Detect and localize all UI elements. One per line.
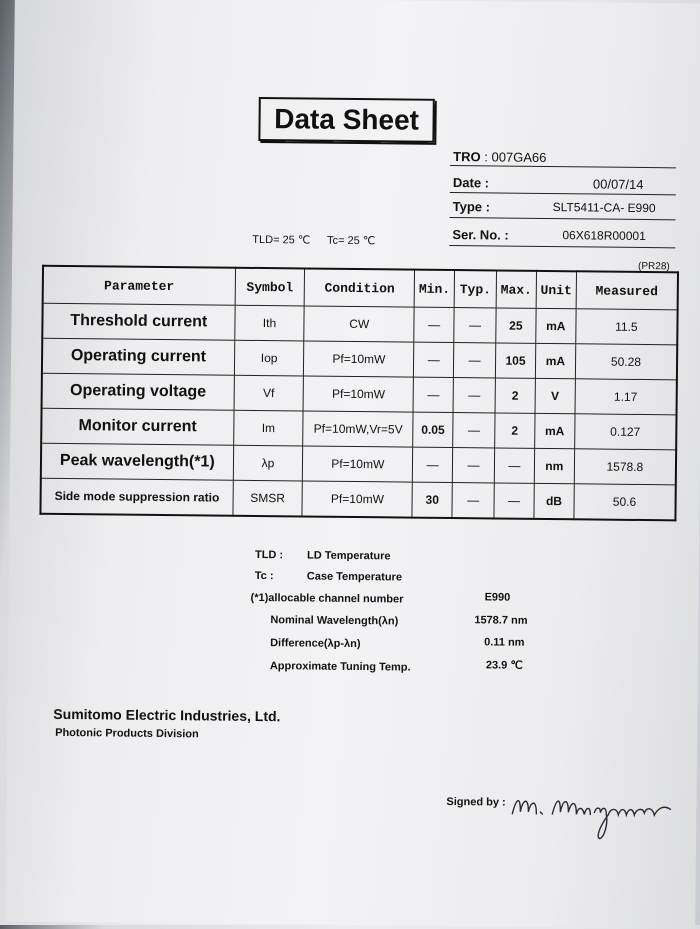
divider xyxy=(449,245,675,248)
header-unit: Unit xyxy=(536,271,576,309)
note-tld xyxy=(254,548,391,563)
note-channel-label: (*1)allocable channel number xyxy=(250,591,404,606)
note-tc-label: Tc : xyxy=(254,569,274,583)
typ-cell: — xyxy=(454,343,496,378)
typ-cell: — xyxy=(452,483,494,519)
typ-cell: — xyxy=(454,308,496,343)
condition-cell: Pf=10mW xyxy=(303,446,413,482)
signed-by-label: Signed by : xyxy=(446,795,506,809)
measured-cell: 11.5 xyxy=(576,309,678,345)
condition-cell: Pf=10mW xyxy=(302,481,412,518)
divider xyxy=(450,217,676,220)
min-cell: 30 xyxy=(412,482,452,518)
header-parameter: Parameter xyxy=(43,266,236,306)
symbol-cell: Im xyxy=(233,410,303,446)
measured-cell: 50.28 xyxy=(575,344,677,380)
header-symbol: Symbol xyxy=(235,268,305,306)
max-cell: 2 xyxy=(495,413,535,448)
typ-cell: — xyxy=(452,448,494,483)
parameter-cell: Side mode suppression ratio xyxy=(40,478,233,516)
note-tuning-value: 23.9 ℃ xyxy=(485,659,523,672)
note-channel-value: E990 xyxy=(484,591,511,604)
parameter-cell: Threshold current xyxy=(42,303,235,340)
unit-cell: mA xyxy=(535,413,575,448)
pr-code: (PR28) xyxy=(638,260,670,273)
typ-cell: — xyxy=(453,413,495,448)
note-difference-value: 0.11 nm xyxy=(484,636,525,649)
max-cell: — xyxy=(494,483,534,519)
min-cell: 0.05 xyxy=(413,412,453,447)
parameter-cell: Operating voltage xyxy=(42,373,235,410)
date-value: 00/07/14 xyxy=(592,176,644,193)
note-difference-label: Difference(λp-λn) xyxy=(270,637,361,651)
type-value: SLT5411-CA- E990 xyxy=(552,200,656,216)
condition-cell: CW xyxy=(304,306,414,342)
max-cell: 105 xyxy=(495,343,535,378)
unit-cell: V xyxy=(535,378,575,413)
tro-value: : 007GA66 xyxy=(484,149,547,165)
page-title: Data Sheet xyxy=(258,97,434,143)
divider xyxy=(450,165,676,168)
condition-cell: Pf=10mW xyxy=(303,376,413,412)
condition-cell: Pf=10mW xyxy=(304,341,414,377)
table-row xyxy=(40,478,675,520)
header-typ: Typ. xyxy=(454,270,496,308)
max-cell: 25 xyxy=(496,308,536,343)
measured-cell: 0.127 xyxy=(574,414,676,450)
unit-cell: mA xyxy=(535,343,575,378)
symbol-cell: Vf xyxy=(234,375,304,411)
tc-temperature: Tc= 25 ℃ xyxy=(327,234,376,248)
note-nominal-value: 1578.7 nm xyxy=(474,614,528,627)
min-cell: — xyxy=(414,342,454,377)
parameter-cell: Peak wavelength(*1) xyxy=(41,443,234,480)
note-tc-desc: Case Temperature xyxy=(306,570,403,584)
measured-cell: 1.17 xyxy=(575,379,677,415)
spec-table xyxy=(39,265,679,522)
unit-cell: nm xyxy=(534,448,574,483)
note-tld-desc: LD Temperature xyxy=(306,549,391,563)
tro-row xyxy=(453,149,546,165)
tld-temperature: TLD= 25 ℃ xyxy=(252,233,311,247)
min-cell: — xyxy=(413,377,453,412)
type-row xyxy=(453,199,675,216)
min-cell: — xyxy=(413,447,453,482)
date-row xyxy=(453,175,675,192)
max-cell: 2 xyxy=(495,378,535,413)
header-max: Max. xyxy=(496,270,536,308)
header-condition: Condition xyxy=(305,268,415,307)
type-label: Type : xyxy=(452,199,491,215)
serial-value: 06X618R00001 xyxy=(562,228,646,244)
parameter-cell: Operating current xyxy=(42,338,235,375)
serial-label: Ser. No. : xyxy=(452,227,509,243)
unit-cell: mA xyxy=(536,308,576,343)
date-label: Date : xyxy=(452,175,490,191)
serial-row xyxy=(452,227,674,244)
max-cell: — xyxy=(494,448,534,483)
note-tuning-label: Approximate Tuning Temp. xyxy=(269,660,411,674)
typ-cell: — xyxy=(453,378,495,413)
division-name: Photonic Products Division xyxy=(55,726,199,741)
header-min: Min. xyxy=(414,270,454,308)
symbol-cell: Ith xyxy=(234,305,304,341)
company-name: Sumitomo Electric Industries, Ltd. xyxy=(53,705,281,725)
note-nominal-label: Nominal Wavelength(λn) xyxy=(270,614,399,628)
tro-label: TRO xyxy=(453,149,481,165)
unit-cell: dB xyxy=(534,483,574,519)
note-tc xyxy=(254,569,403,584)
parameter-cell: Monitor current xyxy=(41,408,234,445)
datasheet-page xyxy=(5,0,700,929)
measured-cell: 50.6 xyxy=(574,484,676,521)
handwritten-signature xyxy=(506,784,677,846)
temperature-conditions xyxy=(252,233,389,247)
divider xyxy=(450,192,676,195)
symbol-cell: λp xyxy=(233,445,303,481)
min-cell: — xyxy=(414,307,454,342)
note-tld-label: TLD : xyxy=(254,548,284,562)
symbol-cell: SMSR xyxy=(233,480,303,516)
measured-cell: 1578.8 xyxy=(574,449,676,485)
header-measured: Measured xyxy=(576,271,678,310)
condition-cell: Pf=10mW,Vr=5V xyxy=(303,411,413,447)
symbol-cell: Iop xyxy=(234,340,304,376)
